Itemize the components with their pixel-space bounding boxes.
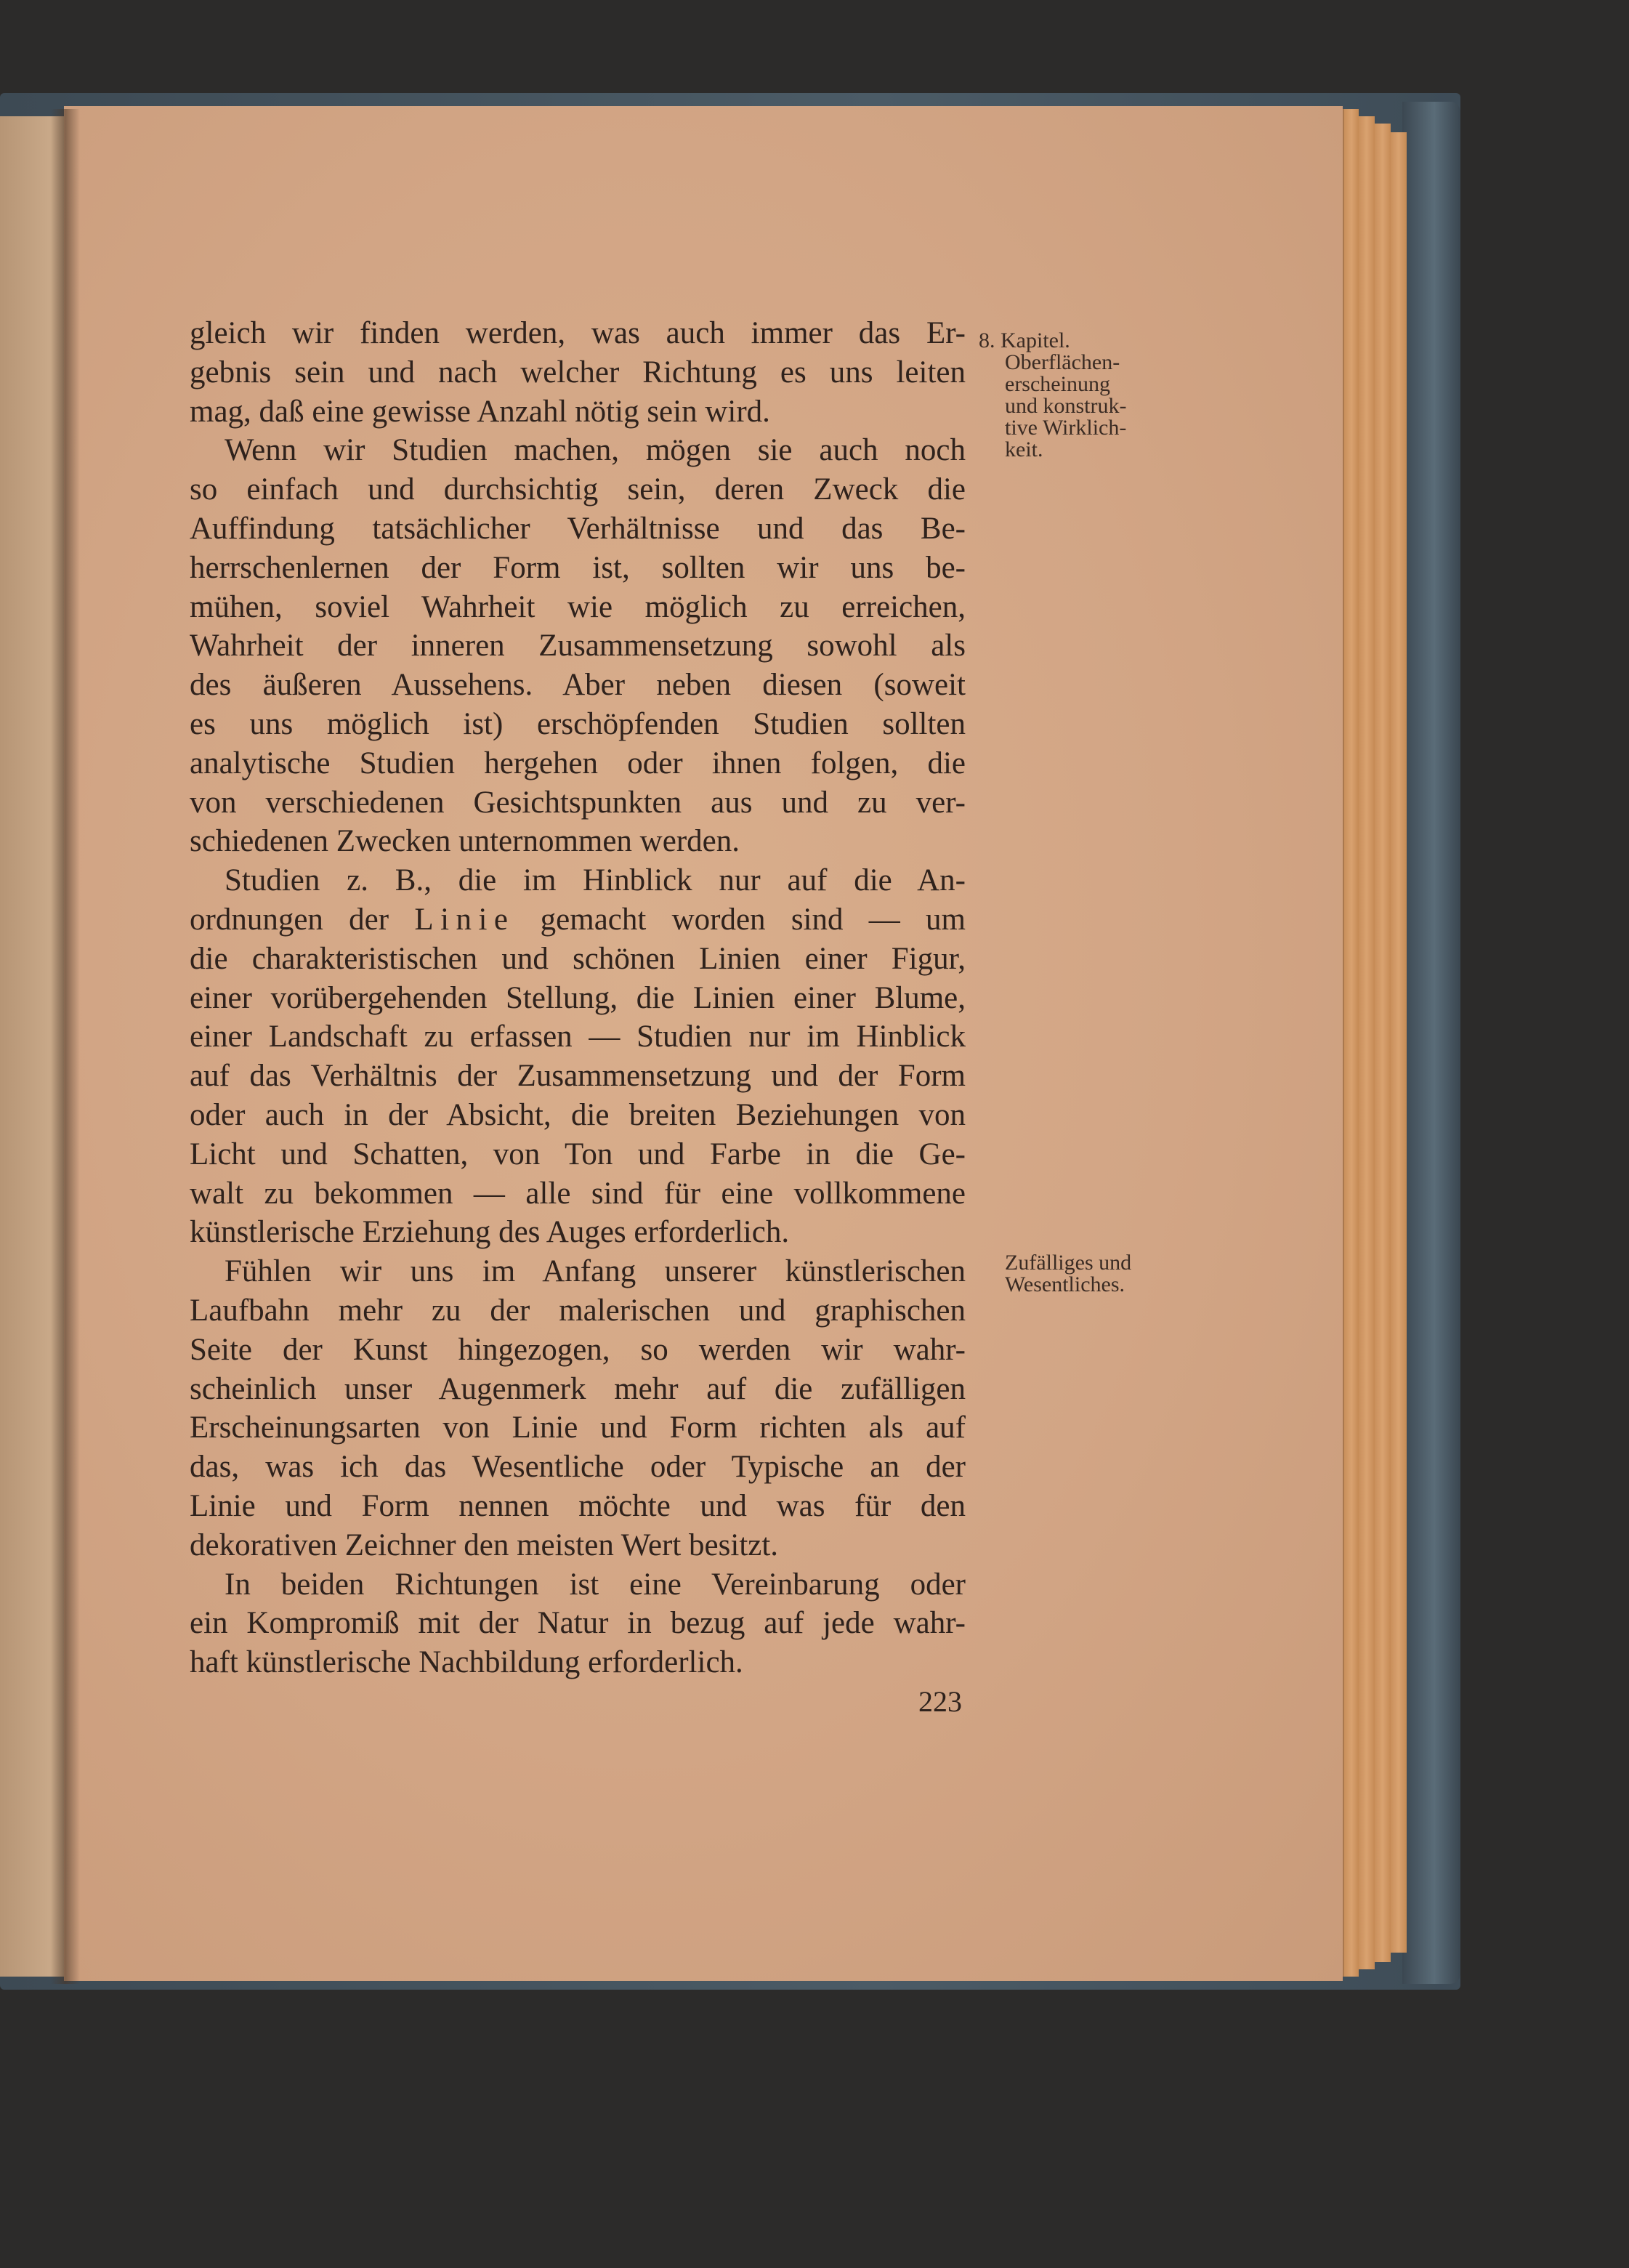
text-line: des äußeren Aussehens. Aber neben diesen (soweit [190,668,966,703]
text-line: es uns möglich ist) erschöpfenden Studien sollten [190,706,966,741]
text-line: Licht und Schatten, von Ton und Farbe in die Ge- [190,1137,966,1171]
marginal-line: tive Wirklich- [1005,416,1127,440]
marginal-line: 8. Kapitel. [979,328,1070,352]
marginal-line: Wesentliches. [1005,1272,1125,1296]
marginal-line: Zufälliges und [1005,1251,1132,1275]
marginal-note-chapter [979,330,1127,461]
page-stack-edge [1389,132,1407,1953]
main-text-block [190,314,966,1682]
text-line: analytische Studien hergehen oder ihnen folgen, die [190,746,966,780]
text-segment: gemacht worden sind — um [514,902,966,937]
text-line: walt zu bekommen — alle sind für eine vollkommene [190,1176,966,1211]
text-line: Studien z. B., die im Hinblick nur auf die An- [225,863,966,898]
text-line: dekorativen Zeichner den meisten Wert besitzt. [190,1528,779,1562]
text-line: ein Kompromiß mit der Natur in bezug auf jede wahr- [190,1606,966,1641]
text-line: gebnis sein und nach welcher Richtung es uns leiten [190,355,966,390]
page-stack-edge [1373,124,1391,1962]
text-line: einer Landschaft zu erfassen — Studien nur im Hinblick [190,1020,966,1054]
text-line-spaced [190,900,966,940]
text-line: Erscheinungsarten von Linie und Form richten als auf [190,1411,966,1445]
text-line: auf das Verhältnis der Zusammensetzung und der Form [190,1059,966,1094]
page-number: 223 [918,1685,962,1718]
text-line: Fühlen wir uns im Anfang unserer künstlerischen [225,1254,966,1289]
text-line: künstlerische Erziehung des Auges erforderlich. [190,1215,790,1250]
page-stack-edge [1343,109,1359,1977]
text-line: In beiden Richtungen ist eine Vereinbarung oder [225,1567,966,1602]
text-line: scheinlich unser Augenmerk mehr auf die zufälligen [190,1371,966,1406]
text-line: die charakteristischen und schönen Linien einer Figur, [190,941,966,976]
text-line: so einfach und durchsichtig sein, deren Zweck die [190,472,966,507]
text-line: von verschiedenen Gesichtspunkten aus und zu ver- [190,785,966,820]
text-line: gleich wir finden werden, was auch immer das Er- [190,316,966,350]
book-gutter [51,109,80,1984]
text-line: mag, daß eine gewisse Anzahl nötig sein wird. [190,394,770,429]
book-cover-edge [1402,102,1460,1984]
text-line: herrschenlernen der Form ist, sollten wir uns be- [190,550,966,585]
marginal-line: Oberflächen- [1005,350,1120,374]
text-line: Auffindung tatsächlicher Verhältnisse und das Be- [190,511,966,546]
text-line: oder auch in der Absicht, die breiten Beziehungen von [190,1097,966,1132]
text-line: einer vorübergehenden Stellung, die Linien einer Blume, [190,980,966,1015]
text-line: schiedenen Zwecken unternommen werden. [190,824,740,859]
text-line: Laufbahn mehr zu der malerischen und graphischen [190,1293,966,1328]
marginal-note-section [1005,1252,1131,1296]
marginal-line: und konstruk- [1005,394,1127,418]
spaced-word: Linie [414,902,515,937]
text-line: Wahrheit der inneren Zusammensetzung sowohl als [190,629,966,663]
text-line: Wenn wir Studien machen, mögen sie auch noch [225,433,966,468]
text-line: Linie und Form nennen möchte und was für den [190,1488,966,1523]
marginal-line: erscheinung [1005,372,1110,396]
text-line: das, was ich das Wesentliche oder Typische an der [190,1450,966,1485]
text-line: haft künstlerische Nachbildung erforderlich. [190,1645,743,1680]
text-line: Seite der Kunst hingezogen, so werden wir wahr- [190,1332,966,1367]
text-line: mühen, soviel Wahrheit wie möglich zu erreichen, [190,589,966,624]
marginal-line: keit. [1005,437,1043,461]
text-segment: ordnungen der [190,902,415,937]
page-stack-edge [1357,116,1375,1969]
